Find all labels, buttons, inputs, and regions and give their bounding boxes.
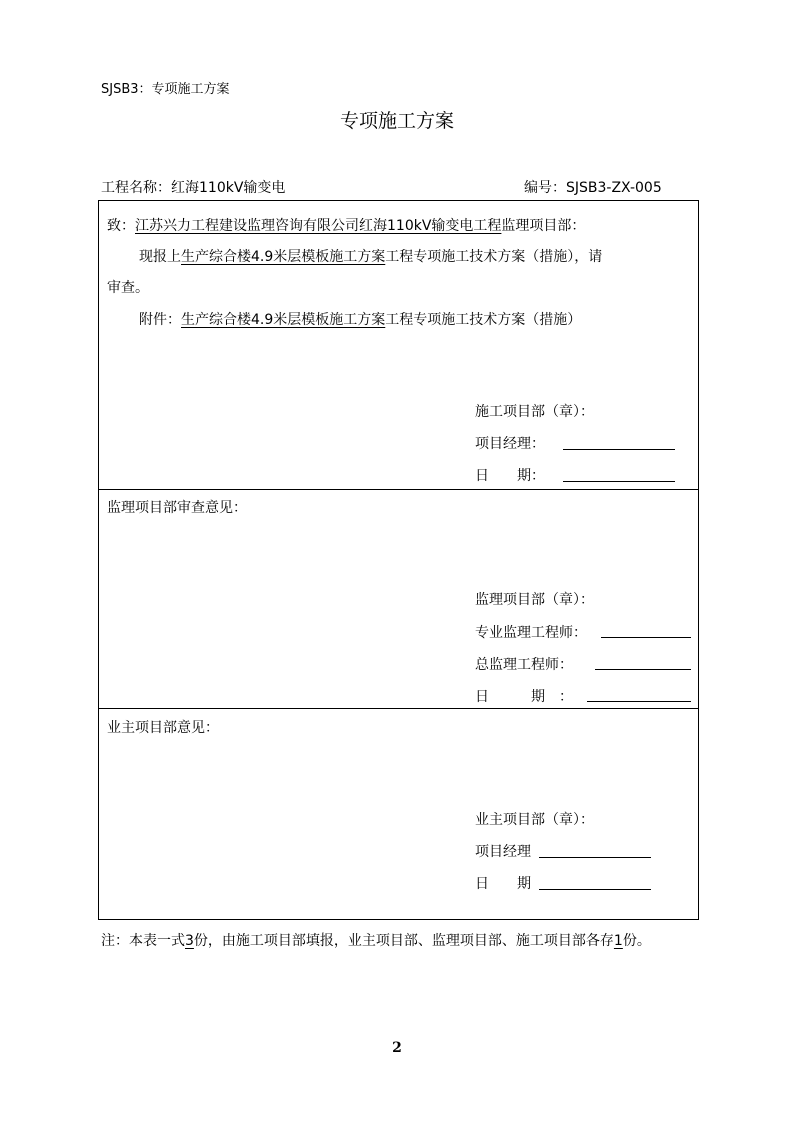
construction-seal-label: 施工项目部（章）：	[475, 404, 594, 420]
page-title: 专项施工方案	[339, 110, 454, 132]
signature-line[interactable]	[595, 669, 691, 670]
page-number: 2	[392, 1040, 402, 1056]
section-divider	[99, 489, 698, 490]
signature-line[interactable]	[601, 637, 691, 638]
project-name-row	[101, 177, 285, 197]
attach-label: 附件：	[139, 312, 181, 328]
to-label: 致：	[107, 218, 135, 234]
supervision-heading: 监理项目部审查意见：	[107, 500, 247, 516]
to-org: 江苏兴力工程建设监理咨询有限公司红海110kV输变电工程	[135, 218, 502, 234]
owner-seal-label: 业主项目部（章）：	[475, 812, 594, 828]
date-label: 日 期	[475, 876, 531, 892]
section-divider	[99, 708, 698, 709]
date-label: 日 期：	[475, 468, 545, 484]
signature-line[interactable]	[539, 857, 651, 858]
footnote-part3: 份。	[622, 933, 651, 949]
to-suffix: 监理项目部：	[501, 218, 586, 234]
project-manager-label: 项目经理：	[475, 436, 545, 452]
footnote-part2: 份，由施工项目部填报，业主项目部、监理项目部、施工项目部各存	[193, 933, 614, 949]
project-label: 工程名称：	[101, 180, 171, 196]
supervision-seal-label: 监理项目部（章）：	[475, 592, 594, 608]
date-line[interactable]	[587, 701, 691, 702]
review-request: 审查。	[107, 280, 149, 296]
project-name: 红海110kV输变电	[171, 180, 286, 196]
date-line[interactable]	[539, 889, 651, 890]
owner-manager-label: 项目经理	[475, 844, 531, 860]
submit-prefix: 现报上	[139, 249, 181, 265]
doc-id: SJSB3：专项施工方案	[101, 82, 230, 97]
date-label: 日 期 ：	[475, 689, 573, 705]
footnote-part1: 注：本表一式	[101, 933, 185, 949]
addressee-line	[107, 215, 585, 235]
submission-line	[139, 246, 602, 266]
signature-line[interactable]	[563, 449, 675, 450]
attach-name: 生产综合楼4.9米层模板施工方案	[181, 312, 386, 328]
number-label: 编号：	[524, 180, 566, 196]
plan-name: 生产综合楼4.9米层模板施工方案	[181, 249, 386, 265]
submit-suffix: 工程专项施工技术方案（措施），请	[385, 249, 603, 265]
form-table	[98, 200, 699, 920]
date-line[interactable]	[563, 481, 675, 482]
each-count: 1	[613, 933, 623, 949]
attach-suffix: 工程专项施工技术方案（措施）	[385, 312, 582, 328]
attachment-line	[139, 309, 581, 329]
owner-heading: 业主项目部意见：	[107, 720, 219, 736]
chief-engineer-label: 总监理工程师：	[475, 657, 573, 673]
number-row	[524, 177, 662, 197]
footnote	[101, 930, 651, 950]
copies-count: 3	[185, 933, 194, 949]
engineer-label: 专业监理工程师：	[475, 625, 587, 641]
number-value: SJSB3-ZX-005	[566, 180, 662, 196]
